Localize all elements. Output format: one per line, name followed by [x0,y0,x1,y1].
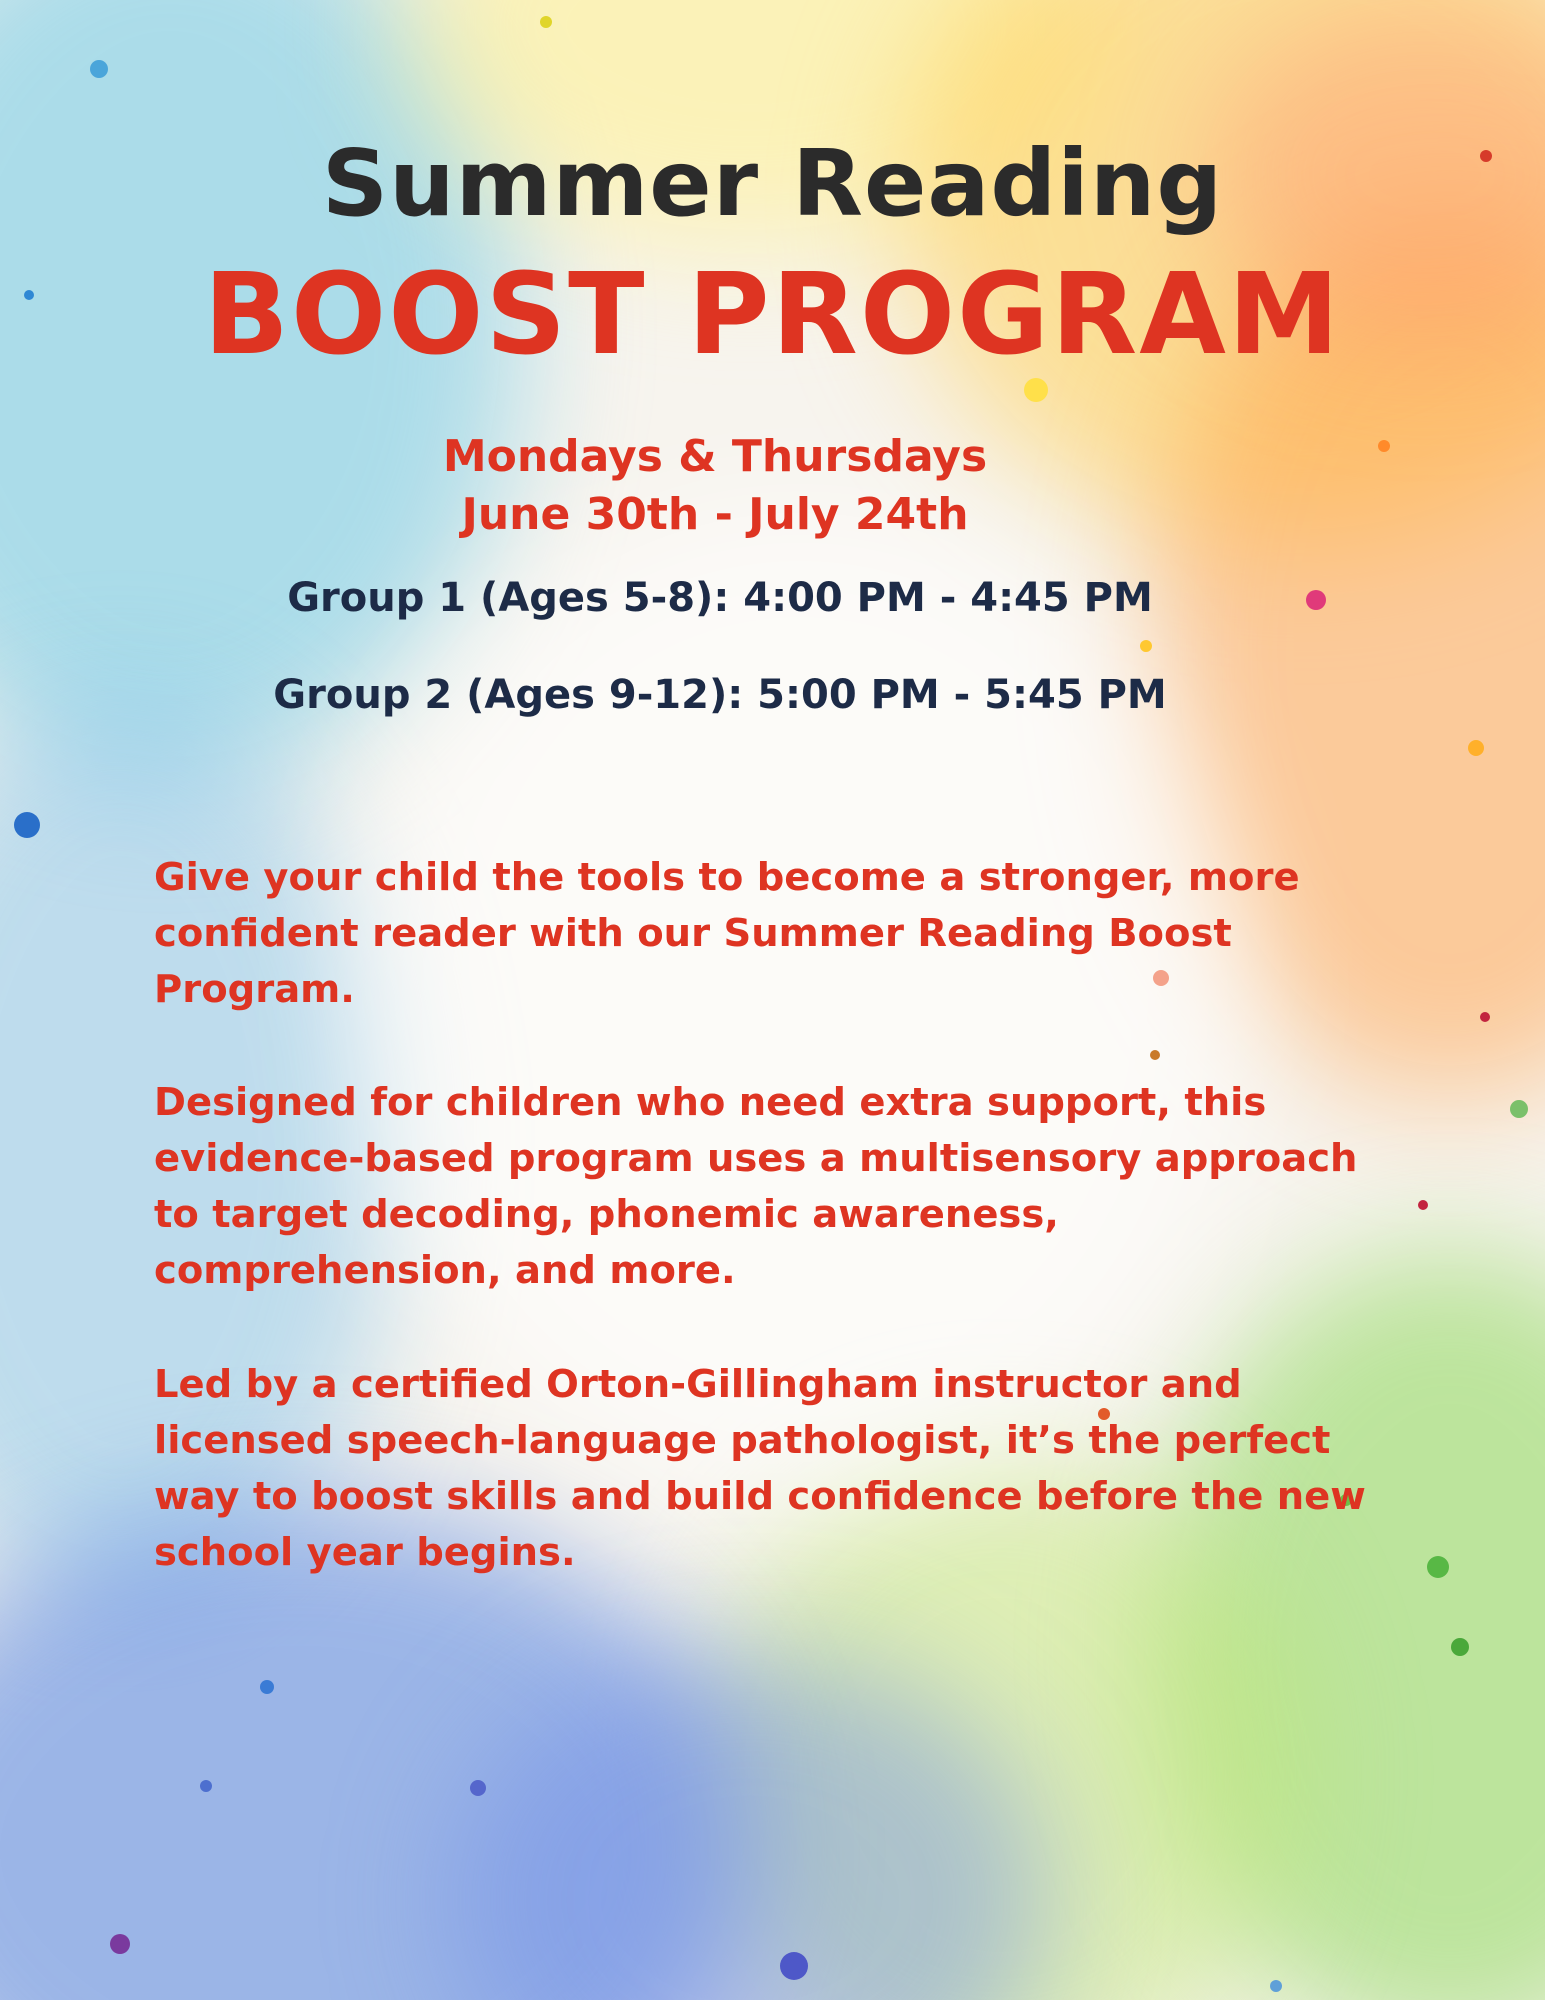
program-description-paragraph: Designed for children who need extra support, this evidence-based program uses a multisensory approach to target decoding, phonemic awareness, comprehension, and more. [154,1080,1358,1293]
intro-paragraph: Give your child the tools to become a stronger, more confident reader with our Summer Reading Boost Program. [154,855,1300,1012]
instructor-paragraph: Led by a certified Orton-Gillingham instructor and licensed speech-language pathologist, it’s the perfect way to boost skills and build confidence before the new school year begins. [154,1362,1366,1575]
schedule-date-range: June 30th - July 24th [461,489,969,540]
title-boost-program: BOOST PROGRAM [203,250,1342,380]
group-1-time: Group 1 (Ages 5-8): 4:00 PM - 4:45 PM [287,575,1153,621]
title-summer-reading: Summer Reading [321,130,1224,237]
group-2-time: Group 2 (Ages 9-12): 5:00 PM - 5:45 PM [273,672,1167,718]
schedule-dates [0,428,1430,544]
schedule-days: Mondays & Thursdays [442,431,988,482]
